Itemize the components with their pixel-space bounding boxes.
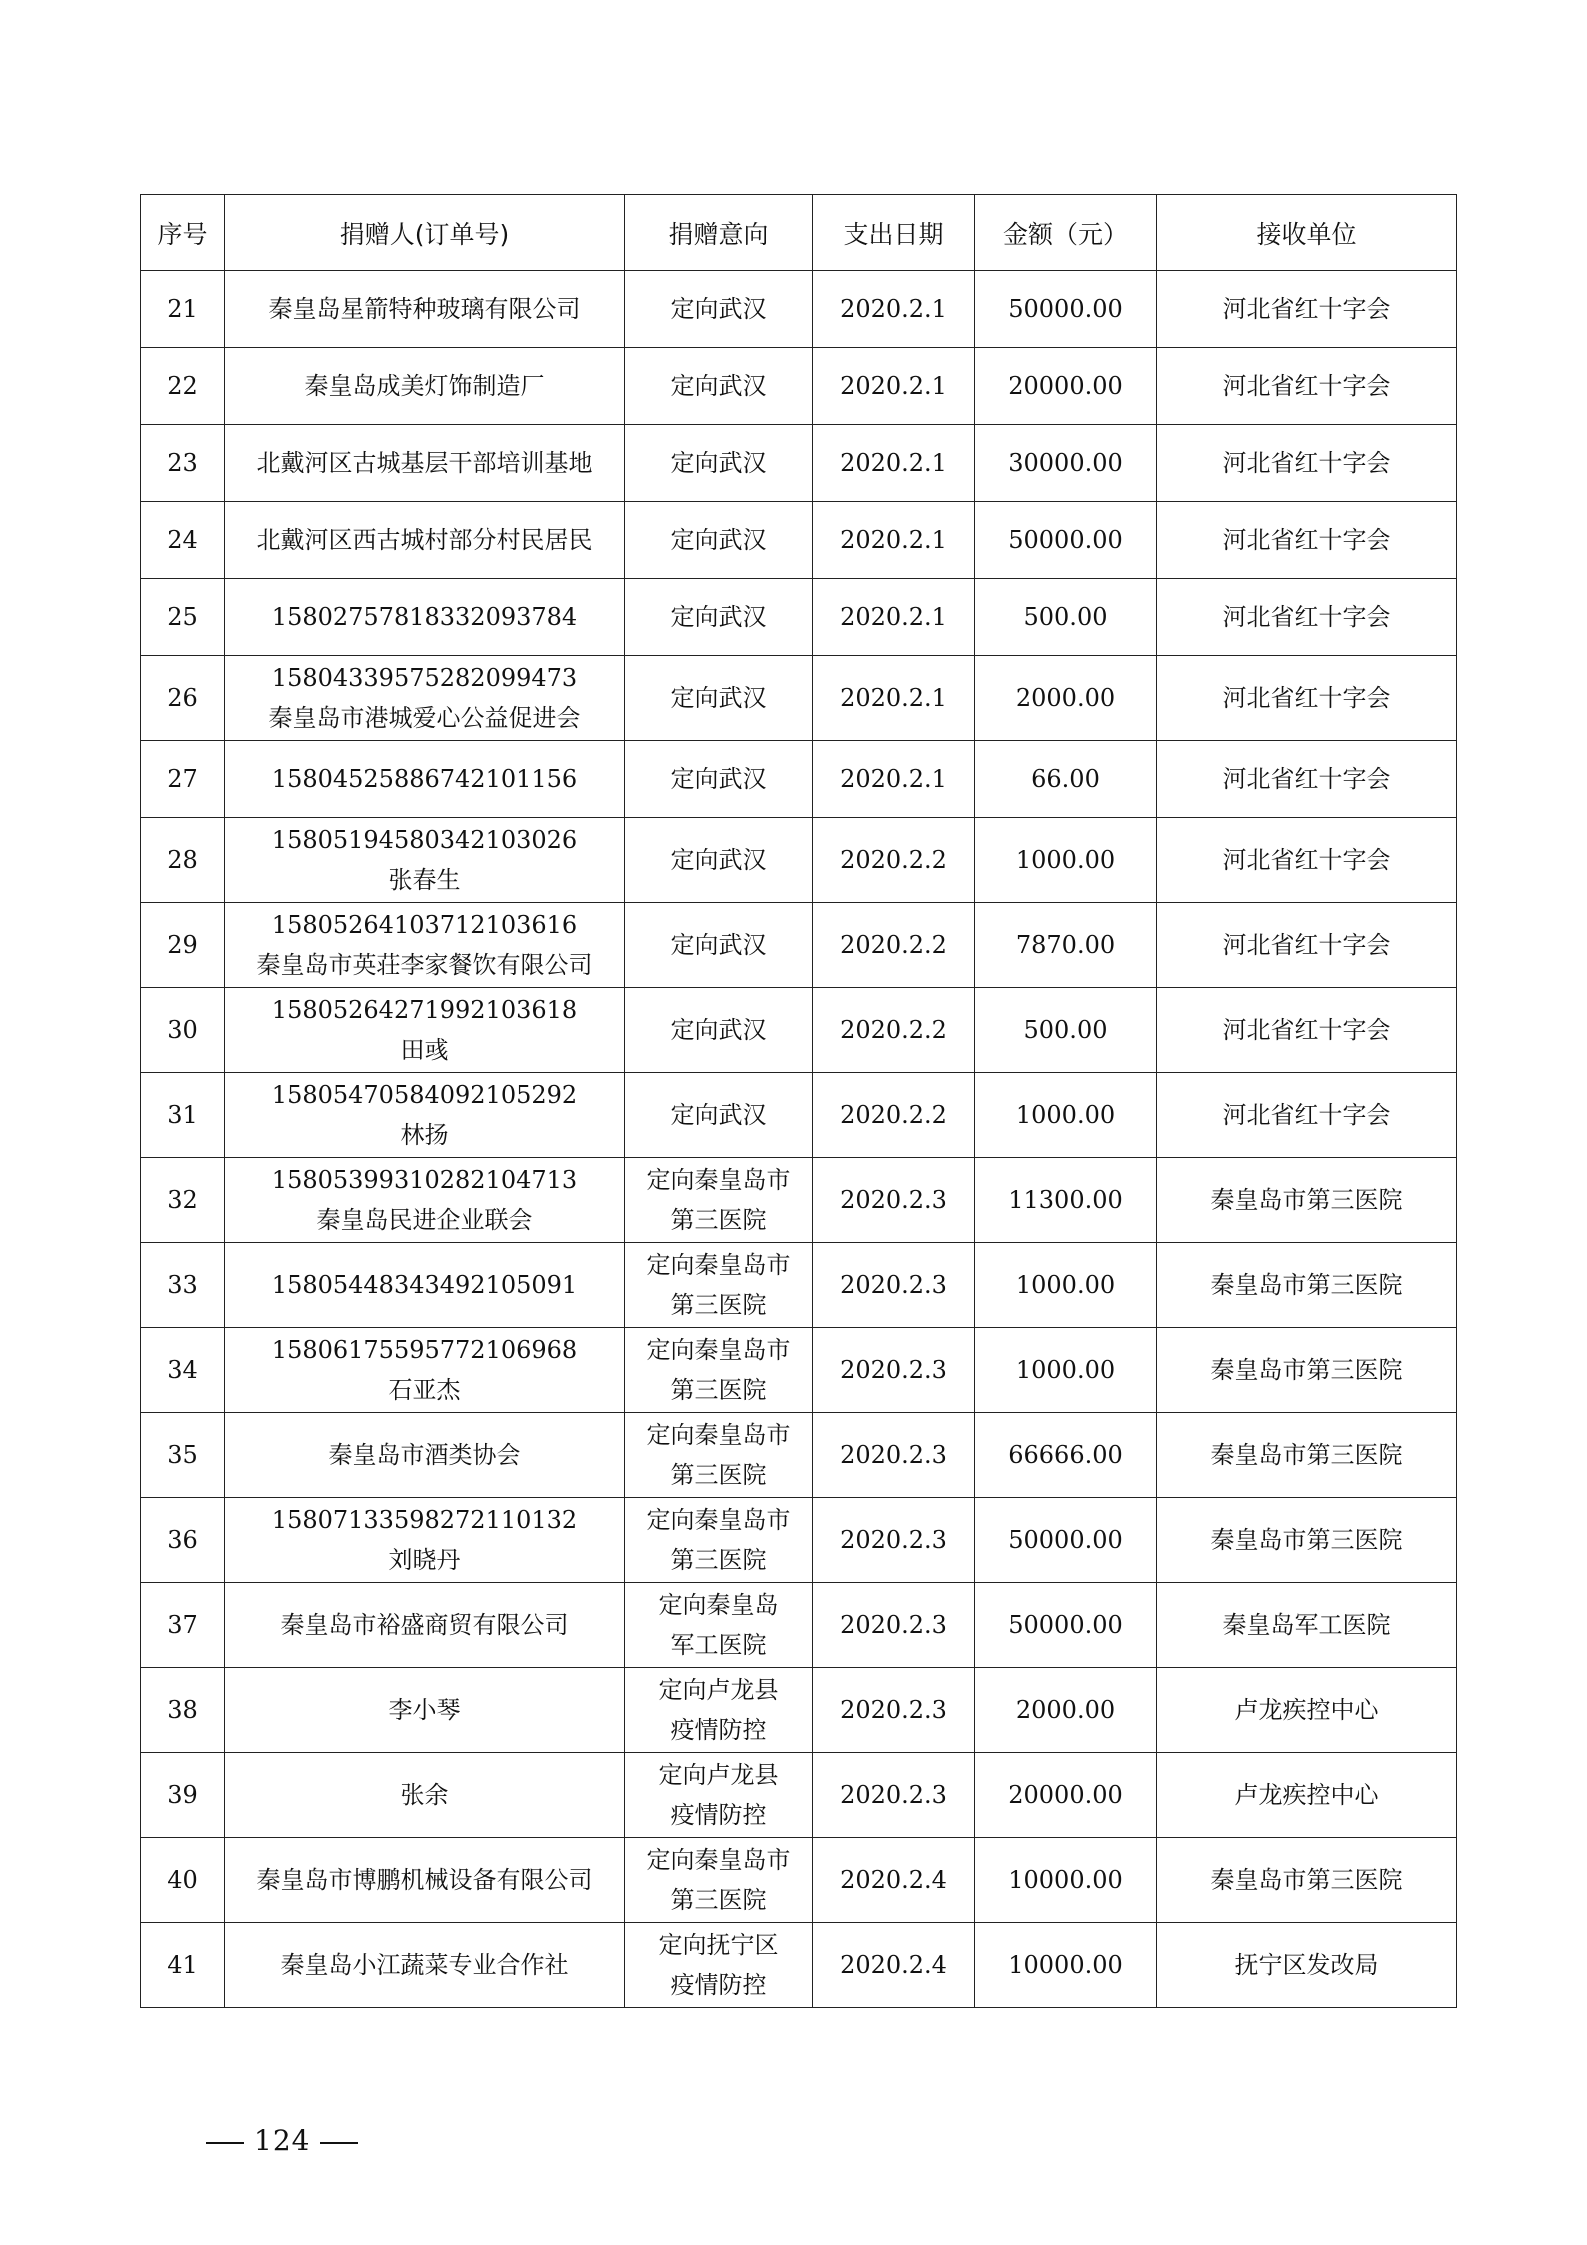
cell-seq: 22 [141, 348, 225, 425]
cell-donor-line: 15805470584092105292 [271, 1081, 578, 1109]
cell-seq: 31 [141, 1073, 225, 1158]
cell-seq: 26 [141, 656, 225, 741]
cell-recipient: 秦皇岛市第三医院 [1157, 1243, 1457, 1328]
cell-intent [625, 579, 813, 656]
cell-intent-line: 定向秦皇岛市 [646, 1421, 791, 1449]
cell-intent-line: 第三医院 [670, 1291, 767, 1319]
table-row [141, 1668, 1457, 1753]
cell-amount: 10000.00 [975, 1838, 1157, 1923]
page-number-value: 124 [254, 2124, 311, 2157]
cell-amount: 1000.00 [975, 1328, 1157, 1413]
table-row [141, 1498, 1457, 1583]
cell-recipient: 河北省红十字会 [1157, 741, 1457, 818]
cell-date: 2020.2.1 [813, 579, 975, 656]
cell-donor-line: 张春生 [388, 866, 461, 894]
cell-seq: 23 [141, 425, 225, 502]
cell-intent [625, 1923, 813, 2008]
cell-donor-line: 林扬 [400, 1121, 449, 1149]
cell-intent [625, 1498, 813, 1583]
table-row [141, 1923, 1457, 2008]
cell-date: 2020.2.1 [813, 348, 975, 425]
cell-date: 2020.2.2 [813, 1073, 975, 1158]
cell-donor-line: 秦皇岛成美灯饰制造厂 [304, 372, 545, 400]
table-row [141, 579, 1457, 656]
cell-donor-line: 秦皇岛星箭特种玻璃有限公司 [268, 295, 581, 323]
cell-donor-line: 15805264271992103618 [271, 996, 578, 1024]
cell-amount: 50000.00 [975, 1498, 1157, 1583]
cell-date: 2020.2.1 [813, 502, 975, 579]
cell-seq: 29 [141, 903, 225, 988]
cell-recipient: 卢龙疾控中心 [1157, 1753, 1457, 1838]
cell-donor-line: 北戴河区古城基层干部培训基地 [256, 449, 593, 477]
cell-seq: 36 [141, 1498, 225, 1583]
cell-intent-line: 军工医院 [670, 1631, 767, 1659]
cell-seq: 32 [141, 1158, 225, 1243]
cell-recipient: 河北省红十字会 [1157, 1073, 1457, 1158]
cell-donor [225, 1243, 625, 1328]
cell-donor [225, 1073, 625, 1158]
cell-donor [225, 1923, 625, 2008]
header-donor: 捐赠人(订单号) [225, 195, 625, 271]
cell-seq: 33 [141, 1243, 225, 1328]
cell-recipient: 河北省红十字会 [1157, 988, 1457, 1073]
donation-table-container [140, 194, 1456, 2008]
cell-intent-line: 定向卢龙县 [658, 1761, 779, 1789]
cell-donor-line: 秦皇岛民进企业联会 [316, 1206, 533, 1234]
cell-recipient: 秦皇岛市第三医院 [1157, 1838, 1457, 1923]
cell-recipient: 河北省红十字会 [1157, 425, 1457, 502]
cell-date: 2020.2.4 [813, 1838, 975, 1923]
cell-donor-line: 秦皇岛市酒类协会 [328, 1441, 521, 1469]
header-recipient: 接收单位 [1157, 195, 1457, 271]
cell-intent-line: 定向抚宁区 [658, 1931, 779, 1959]
cell-seq: 41 [141, 1923, 225, 2008]
cell-intent-line: 定向武汉 [670, 846, 767, 874]
cell-donor [225, 1668, 625, 1753]
cell-recipient: 河北省红十字会 [1157, 903, 1457, 988]
cell-donor [225, 579, 625, 656]
header-amount: 金额（元） [975, 195, 1157, 271]
table-row [141, 1158, 1457, 1243]
cell-seq: 34 [141, 1328, 225, 1413]
cell-intent-line: 定向秦皇岛市 [646, 1506, 791, 1534]
cell-intent [625, 656, 813, 741]
table-row [141, 1838, 1457, 1923]
cell-intent-line: 定向武汉 [670, 449, 767, 477]
cell-seq: 24 [141, 502, 225, 579]
cell-amount: 500.00 [975, 579, 1157, 656]
cell-amount: 50000.00 [975, 1583, 1157, 1668]
cell-recipient: 河北省红十字会 [1157, 348, 1457, 425]
cell-date: 2020.2.1 [813, 271, 975, 348]
cell-intent [625, 1753, 813, 1838]
cell-intent [625, 1413, 813, 1498]
cell-donor [225, 271, 625, 348]
cell-seq: 27 [141, 741, 225, 818]
cell-donor-line: 15804525886742101156 [271, 765, 578, 793]
cell-amount: 66666.00 [975, 1413, 1157, 1498]
cell-amount: 50000.00 [975, 271, 1157, 348]
cell-donor-line: 田彧 [400, 1036, 449, 1064]
cell-seq: 37 [141, 1583, 225, 1668]
table-row [141, 348, 1457, 425]
cell-donor-line: 秦皇岛市港城爱心公益促进会 [268, 704, 581, 732]
cell-amount: 1000.00 [975, 1243, 1157, 1328]
cell-donor [225, 903, 625, 988]
cell-date: 2020.2.2 [813, 818, 975, 903]
cell-intent [625, 741, 813, 818]
cell-date: 2020.2.1 [813, 425, 975, 502]
cell-donor [225, 1498, 625, 1583]
cell-donor [225, 1838, 625, 1923]
cell-donor [225, 1158, 625, 1243]
cell-recipient: 秦皇岛军工医院 [1157, 1583, 1457, 1668]
cell-intent [625, 1243, 813, 1328]
cell-intent-line: 定向武汉 [670, 684, 767, 712]
cell-donor-line: 张余 [400, 1781, 449, 1809]
table-row [141, 502, 1457, 579]
cell-intent-line: 定向秦皇岛市 [646, 1251, 791, 1279]
cell-amount: 30000.00 [975, 425, 1157, 502]
header-seq: 序号 [141, 195, 225, 271]
cell-intent [625, 1583, 813, 1668]
cell-recipient: 秦皇岛市第三医院 [1157, 1158, 1457, 1243]
cell-intent-line: 定向武汉 [670, 931, 767, 959]
cell-date: 2020.2.3 [813, 1243, 975, 1328]
cell-intent-line: 第三医院 [670, 1546, 767, 1574]
cell-seq: 39 [141, 1753, 225, 1838]
table-header-row [141, 195, 1457, 271]
cell-intent [625, 1328, 813, 1413]
cell-donor [225, 1328, 625, 1413]
cell-intent-line: 疫情防控 [670, 1716, 767, 1744]
cell-date: 2020.2.1 [813, 656, 975, 741]
cell-intent-line: 疫情防控 [670, 1971, 767, 1999]
table-row [141, 1413, 1457, 1498]
cell-intent-line: 定向武汉 [670, 526, 767, 554]
cell-seq: 28 [141, 818, 225, 903]
cell-donor [225, 1753, 625, 1838]
cell-amount: 66.00 [975, 741, 1157, 818]
cell-amount: 500.00 [975, 988, 1157, 1073]
table-row [141, 1073, 1457, 1158]
cell-donor-line: 秦皇岛市英荘李家餐饮有限公司 [256, 951, 593, 979]
cell-donor [225, 1583, 625, 1668]
cell-seq: 30 [141, 988, 225, 1073]
cell-seq: 40 [141, 1838, 225, 1923]
cell-intent-line: 定向武汉 [670, 372, 767, 400]
cell-intent-line: 第三医院 [670, 1461, 767, 1489]
cell-date: 2020.2.3 [813, 1753, 975, 1838]
cell-donor [225, 348, 625, 425]
table-row [141, 903, 1457, 988]
header-intent: 捐赠意向 [625, 195, 813, 271]
cell-date: 2020.2.1 [813, 741, 975, 818]
cell-donor-line: 15805399310282104713 [271, 1166, 578, 1194]
cell-donor-line: 北戴河区西古城村部分村民居民 [256, 526, 593, 554]
cell-recipient: 秦皇岛市第三医院 [1157, 1498, 1457, 1583]
cell-intent-line: 定向武汉 [670, 1016, 767, 1044]
table-row [141, 1753, 1457, 1838]
cell-intent-line: 定向卢龙县 [658, 1676, 779, 1704]
cell-donor [225, 741, 625, 818]
cell-intent-line: 定向秦皇岛市 [646, 1846, 791, 1874]
cell-date: 2020.2.3 [813, 1583, 975, 1668]
cell-intent-line: 定向秦皇岛市 [646, 1336, 791, 1364]
table-row [141, 271, 1457, 348]
cell-intent-line: 定向秦皇岛市 [646, 1166, 791, 1194]
cell-seq: 38 [141, 1668, 225, 1753]
cell-donor-line: 15802757818332093784 [271, 603, 578, 631]
cell-donor [225, 818, 625, 903]
table-body [141, 271, 1457, 2008]
cell-date: 2020.2.4 [813, 1923, 975, 2008]
cell-donor-line: 李小琴 [388, 1696, 461, 1724]
cell-intent [625, 1668, 813, 1753]
cell-donor-line: 15805264103712103616 [271, 911, 578, 939]
cell-intent [625, 1158, 813, 1243]
cell-date: 2020.2.3 [813, 1668, 975, 1753]
cell-intent [625, 818, 813, 903]
cell-donor [225, 988, 625, 1073]
header-date: 支出日期 [813, 195, 975, 271]
page-dash-left [206, 2142, 244, 2144]
cell-date: 2020.2.3 [813, 1158, 975, 1243]
cell-recipient: 河北省红十字会 [1157, 271, 1457, 348]
cell-date: 2020.2.3 [813, 1498, 975, 1583]
cell-donor-line: 15805448343492105091 [271, 1271, 578, 1299]
cell-recipient: 河北省红十字会 [1157, 579, 1457, 656]
cell-recipient: 秦皇岛市第三医院 [1157, 1413, 1457, 1498]
cell-intent-line: 定向武汉 [670, 1101, 767, 1129]
cell-recipient: 河北省红十字会 [1157, 656, 1457, 741]
cell-recipient: 抚宁区发改局 [1157, 1923, 1457, 2008]
table-row [141, 1328, 1457, 1413]
cell-amount: 2000.00 [975, 656, 1157, 741]
cell-intent-line: 疫情防控 [670, 1801, 767, 1829]
cell-intent [625, 1073, 813, 1158]
table-row [141, 988, 1457, 1073]
cell-donor-line: 15806175595772106968 [271, 1336, 578, 1364]
cell-intent [625, 425, 813, 502]
cell-intent [625, 271, 813, 348]
table-row [141, 741, 1457, 818]
cell-intent-line: 第三医院 [670, 1886, 767, 1914]
cell-date: 2020.2.2 [813, 903, 975, 988]
cell-intent-line: 定向武汉 [670, 295, 767, 323]
cell-donor [225, 502, 625, 579]
cell-amount: 1000.00 [975, 818, 1157, 903]
cell-date: 2020.2.3 [813, 1328, 975, 1413]
cell-donor-line: 秦皇岛市裕盛商贸有限公司 [280, 1611, 569, 1639]
table-row [141, 425, 1457, 502]
cell-recipient: 秦皇岛市第三医院 [1157, 1328, 1457, 1413]
cell-amount: 2000.00 [975, 1668, 1157, 1753]
cell-donor-line: 15805194580342103026 [271, 826, 578, 854]
cell-donor [225, 425, 625, 502]
cell-donor [225, 656, 625, 741]
cell-donor-line: 15807133598272110132 [271, 1506, 578, 1534]
cell-donor [225, 1413, 625, 1498]
cell-donor-line: 刘晓丹 [388, 1546, 461, 1574]
cell-amount: 11300.00 [975, 1158, 1157, 1243]
cell-amount: 1000.00 [975, 1073, 1157, 1158]
cell-intent [625, 348, 813, 425]
cell-intent-line: 定向秦皇岛 [658, 1591, 779, 1619]
cell-date: 2020.2.2 [813, 988, 975, 1073]
cell-donor-line: 秦皇岛小江蔬菜专业合作社 [280, 1951, 569, 1979]
table-row [141, 1243, 1457, 1328]
cell-amount: 10000.00 [975, 1923, 1157, 2008]
page-dash-right [320, 2142, 358, 2144]
cell-donor-line: 15804339575282099473 [271, 664, 578, 692]
cell-seq: 21 [141, 271, 225, 348]
cell-donor-line: 秦皇岛市博鹏机械设备有限公司 [256, 1866, 593, 1894]
cell-recipient: 河北省红十字会 [1157, 818, 1457, 903]
cell-intent [625, 502, 813, 579]
cell-amount: 20000.00 [975, 348, 1157, 425]
table-row [141, 656, 1457, 741]
cell-intent [625, 1838, 813, 1923]
cell-intent [625, 903, 813, 988]
cell-amount: 20000.00 [975, 1753, 1157, 1838]
cell-intent-line: 定向武汉 [670, 603, 767, 631]
cell-seq: 35 [141, 1413, 225, 1498]
table-row [141, 818, 1457, 903]
cell-intent-line: 定向武汉 [670, 765, 767, 793]
cell-amount: 7870.00 [975, 903, 1157, 988]
cell-donor-line: 石亚杰 [388, 1376, 461, 1404]
page-number [196, 2124, 368, 2157]
donation-table [140, 194, 1457, 2008]
table-row [141, 1583, 1457, 1668]
cell-intent-line: 第三医院 [670, 1206, 767, 1234]
cell-intent-line: 第三医院 [670, 1376, 767, 1404]
cell-intent [625, 988, 813, 1073]
cell-amount: 50000.00 [975, 502, 1157, 579]
cell-date: 2020.2.3 [813, 1413, 975, 1498]
cell-recipient: 卢龙疾控中心 [1157, 1668, 1457, 1753]
cell-recipient: 河北省红十字会 [1157, 502, 1457, 579]
cell-seq: 25 [141, 579, 225, 656]
